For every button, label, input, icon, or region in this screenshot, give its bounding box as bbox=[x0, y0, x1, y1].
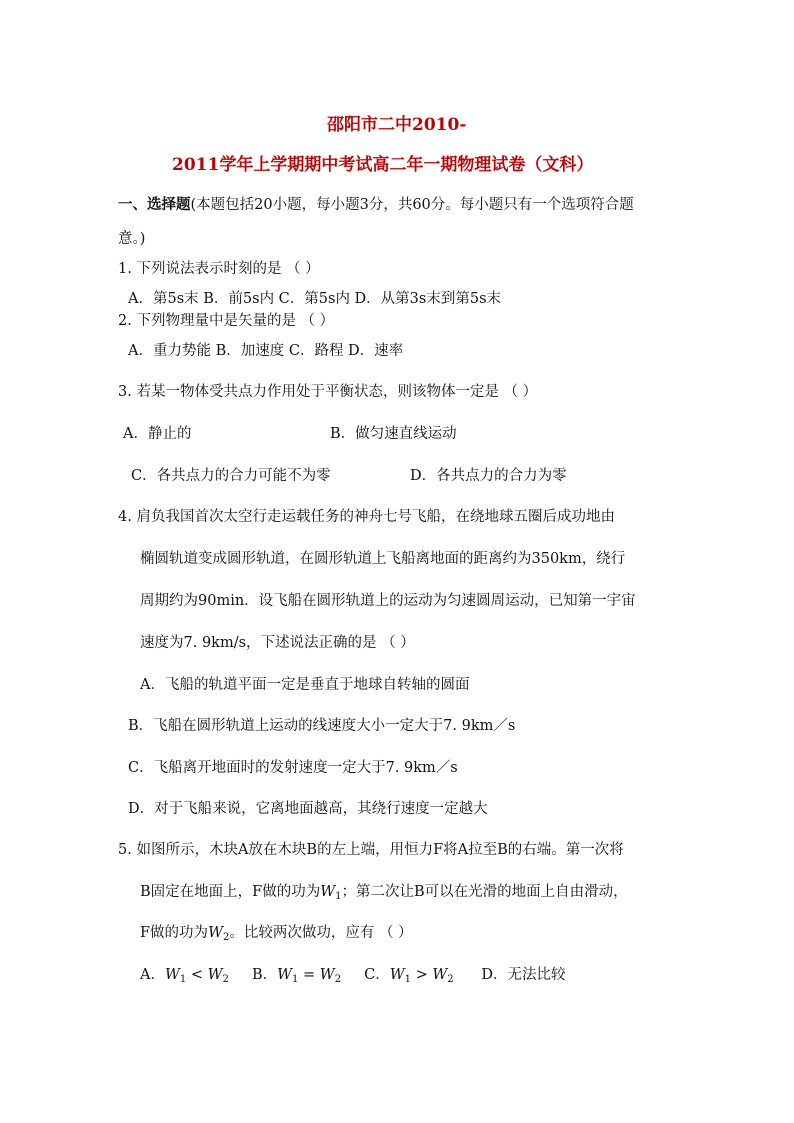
question-4-option-a: A．飞船的轨道平面一定是垂直于地球自转轴的圆面 bbox=[140, 677, 470, 693]
question-3-option-a: A．静止的 bbox=[123, 426, 192, 442]
question-5-line-2-text: B固定在地面上，F做的功为 bbox=[140, 884, 321, 900]
work-symbol-w2: $W_2$ bbox=[208, 925, 230, 943]
question-2-options: A．重力势能 B．加速度 C．路程 D．速率 bbox=[128, 343, 404, 359]
question-5-line-2-text-cont: ；第二次让B可以在光滑的地面上自由滑动， bbox=[341, 884, 628, 900]
question-5-line-3 bbox=[140, 923, 413, 948]
section-heading bbox=[118, 195, 634, 215]
question-4-line-3: 周期约为90min．设飞船在圆形轨道上的运动为匀速圆周运动，已知第一宇宙 bbox=[140, 593, 636, 609]
page-title-line-2: 2011学年上学期期中考试高二年一期物理试卷（文科） bbox=[172, 155, 594, 175]
question-4-option-c: C．飞船离开地面时的发射速度一定大于7. 9km／s bbox=[128, 760, 458, 776]
question-4-line-4: 速度为7. 9km/s，下述说法正确的是 （ ） bbox=[140, 635, 415, 651]
question-4-option-d: D．对于飞船来说，它离地面越高，其绕行速度一定越大 bbox=[128, 801, 488, 817]
question-5-line-1: 5. 如图所示，木块A放在木块B的左上端，用恒力F将A拉至B的右端。第一次将 bbox=[118, 842, 624, 858]
question-3-option-d: D．各共点力的合力为零 bbox=[410, 468, 567, 484]
question-5-line-2 bbox=[140, 882, 628, 907]
question-5-line-3-text-cont: 。比较两次做功，应有 （ ） bbox=[229, 925, 413, 941]
section-instructions-cont: 意。) bbox=[118, 231, 146, 247]
work-symbol-w1: $W_1$ bbox=[320, 884, 342, 902]
question-5-option-d: D．无法比较 bbox=[481, 967, 566, 983]
question-5-options bbox=[140, 965, 565, 990]
question-5-line-3-text: F做的功为 bbox=[140, 925, 209, 941]
page-title-line-1: 邵阳市二中2010- bbox=[327, 115, 467, 135]
question-2-stem: 2. 下列物理量中是矢量的是 （ ） bbox=[118, 313, 335, 329]
question-4-line-1: 4. 肩负我国首次太空行走运载任务的神舟七号飞船，在绕地球五圈后成功地由 bbox=[118, 509, 615, 525]
question-5-option-b: B．$W_1 = W_2$ bbox=[251, 967, 342, 985]
question-4-line-2: 椭圆轨道变成圆形轨道，在圆形轨道上飞船离地面的距离约为350km，绕行 bbox=[140, 551, 626, 567]
question-3-option-b: B．做匀速直线运动 bbox=[330, 426, 457, 442]
section-heading-label: 一、选择题 bbox=[118, 196, 191, 213]
question-5-option-c: C．$W_1 > W_2$ bbox=[364, 967, 454, 985]
question-5-option-a: A．$W_1 < W_2$ bbox=[140, 967, 229, 985]
question-3-option-c: C．各共点力的合力可能不为零 bbox=[131, 468, 331, 484]
section-instructions: (本题包括20小题，每小题3分，共60分。每小题只有一个选项符合题 bbox=[190, 197, 634, 213]
question-3-stem: 3. 若某一物体受共点力作用处于平衡状态，则该物体一定是 （ ） bbox=[118, 384, 538, 400]
question-1-stem: 1. 下列说法表示时刻的是 （ ） bbox=[118, 261, 320, 277]
question-4-option-b: B．飞船在圆形轨道上运动的线速度大小一定大于7. 9km／s bbox=[128, 718, 516, 734]
question-1-options: A．第5s末 B．前5s内 C．第5s内 D．从第3s末到第5s末 bbox=[128, 291, 502, 307]
